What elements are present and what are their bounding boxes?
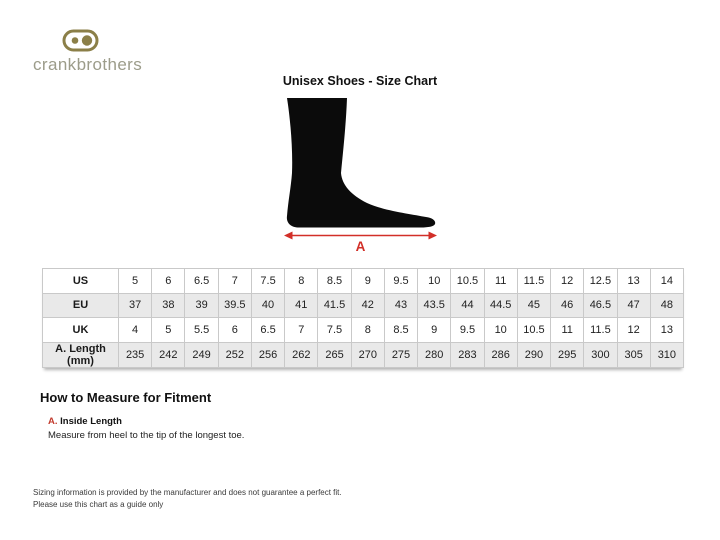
foot-measure-figure [283,97,438,254]
size-table-cell: 39.5 [218,293,251,318]
size-table-body [43,269,684,368]
size-table-cell: 4 [119,318,152,343]
size-table-cell: 40 [251,293,284,318]
size-table-row-label: US [43,269,119,294]
size-table-cell: 252 [218,342,251,367]
size-table-cell: 300 [584,342,617,367]
size-table-cell: 43 [384,293,417,318]
size-table-cell: 10.5 [451,269,484,294]
size-table-cell: 42 [351,293,384,318]
foot-silhouette-image [283,97,438,228]
size-table-cell: 10.5 [517,318,550,343]
size-table-cell: 11.5 [584,318,617,343]
size-table-cell: 38 [152,293,185,318]
size-table-cell: 13 [617,269,650,294]
size-table-cell: 47 [617,293,650,318]
size-table-row-label: EU [43,293,119,318]
size-table-cell: 5 [119,269,152,294]
brand-logo [33,29,142,75]
disclaimer-line-2: Please use this chart as a guide only [33,500,164,509]
measure-item-description: Measure from heel to the tip of the longest toe. [48,430,245,441]
size-table-cell: 8 [351,318,384,343]
size-table-cell: 44.5 [484,293,517,318]
size-table-cell: 256 [251,342,284,367]
size-table-cell: 5.5 [185,318,218,343]
size-table-row [43,293,684,318]
size-table-cell: 286 [484,342,517,367]
size-table-row [43,269,684,294]
size-table-cell: 39 [185,293,218,318]
measure-section [40,390,244,441]
brand-name: crankbrothers [33,55,143,74]
size-table-cell: 10 [484,318,517,343]
size-table-cell: 44 [451,293,484,318]
size-table-row-label: UK [43,318,119,343]
size-table-cell: 6 [152,269,185,294]
size-table-cell: 6 [218,318,251,343]
size-table-cell: 310 [650,342,683,367]
sizing-disclaimer [33,487,342,511]
size-table [42,268,684,368]
size-table-cell: 8 [285,269,318,294]
size-table-cell: 41 [285,293,318,318]
size-table-cell: 290 [517,342,550,367]
size-table-cell: 48 [650,293,683,318]
size-table-cell: 13 [650,318,683,343]
size-table-cell: 11 [484,269,517,294]
size-table-cell: 12.5 [584,269,617,294]
size-table-cell: 46.5 [584,293,617,318]
page-title: Unisex Shoes - Size Chart [282,74,438,88]
size-table-cell: 262 [285,342,318,367]
measure-item-title [48,416,244,427]
arrow-label: A [355,239,366,254]
size-table-cell: 12 [617,318,650,343]
size-table-cell: 7.5 [251,269,284,294]
size-table-cell: 14 [650,269,683,294]
size-table-cell: 7.5 [318,318,351,343]
size-table-cell: 7 [285,318,318,343]
size-table-cell: 46 [551,293,584,318]
size-table-cell: 305 [617,342,650,367]
size-table-cell: 8.5 [318,269,351,294]
size-table-cell: 275 [384,342,417,367]
size-table-cell: 12 [551,269,584,294]
size-table-cell: 295 [551,342,584,367]
size-table-cell: 235 [119,342,152,367]
size-table-cell: 9.5 [451,318,484,343]
disclaimer-line-1: Sizing information is provided by the manufacturer and does not guarantee a perfect fit. [33,488,342,497]
size-table-cell: 6.5 [185,269,218,294]
size-table-cell: 5 [152,318,185,343]
size-table-cell: 41.5 [318,293,351,318]
measure-heading: How to Measure for Fitment [40,390,212,405]
size-table-cell: 43.5 [418,293,451,318]
size-table-cell: 45 [517,293,550,318]
size-table-row [43,342,684,367]
measure-item-letter: A. [48,416,58,427]
size-table-cell: 280 [418,342,451,367]
crankbrothers-crank-icon [62,29,99,52]
size-table-cell: 6.5 [251,318,284,343]
size-table-cell: 10 [418,269,451,294]
size-table-cell: 270 [351,342,384,367]
size-table-row [43,318,684,343]
size-table-cell: 283 [451,342,484,367]
size-table-cell: 9 [351,269,384,294]
size-table-cell: 37 [119,293,152,318]
size-table-cell: 9 [418,318,451,343]
size-table-cell: 249 [185,342,218,367]
size-table-cell: 11.5 [517,269,550,294]
measure-item-name: Inside Length [57,416,122,427]
size-table-cell: 11 [551,318,584,343]
size-table-row-label: A. Length (mm) [43,342,119,367]
size-table-cell: 265 [318,342,351,367]
size-table-cell: 9.5 [384,269,417,294]
size-table-cell: 7 [218,269,251,294]
size-table-cell: 242 [152,342,185,367]
size-table-cell: 8.5 [384,318,417,343]
